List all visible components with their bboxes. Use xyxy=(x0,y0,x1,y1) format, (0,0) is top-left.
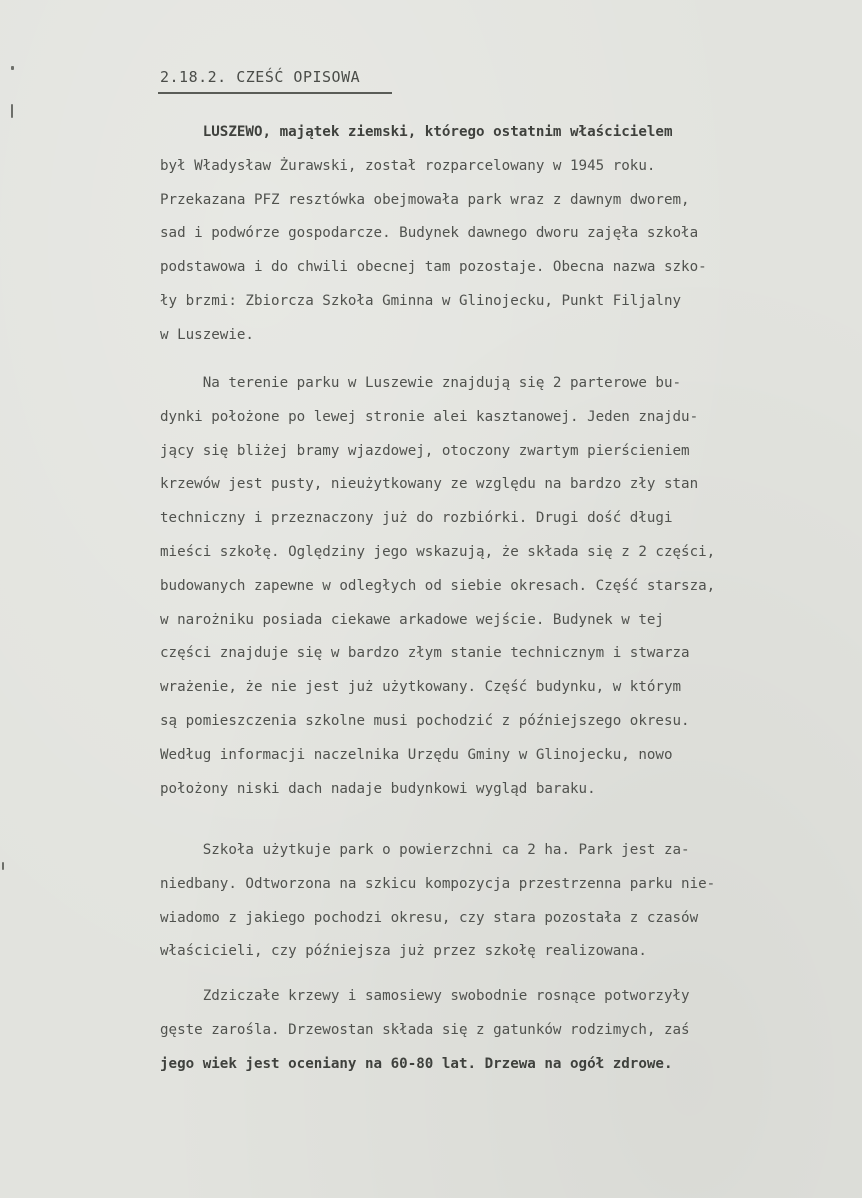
text-line: właścicieli, czy późniejsza już przez szkołę realizowana. xyxy=(160,943,647,960)
margin-mark xyxy=(11,104,13,118)
text-line: Według informacji naczelnika Urzędu Gminy w Glinojecku, nowo xyxy=(160,746,673,763)
text-line: LUSZEWO, majątek ziemski, którego ostatnim właścicielem xyxy=(160,124,673,140)
margin-mark xyxy=(11,66,14,70)
paragraph-4 xyxy=(160,980,840,1081)
text-line: wiadomo z jakiego pochodzi okresu, czy stara pozostała z czasów xyxy=(160,909,699,926)
paragraph-1 xyxy=(160,116,840,353)
heading-underline xyxy=(158,92,392,94)
text-line: części znajduje się w bardzo złym stanie technicznym i stwarza xyxy=(160,645,690,662)
margin-mark xyxy=(2,862,4,870)
paragraph-3 xyxy=(160,834,840,969)
text-line: wrażenie, że nie jest już użytkowany. Część budynku, w którym xyxy=(160,679,682,696)
text-line: jący się bliżej bramy wjazdowej, otoczony zwartym pierścieniem xyxy=(160,442,690,459)
text-line: Szkoła użytkuje park o powierzchni ca 2 ha. Park jest za- xyxy=(160,842,690,858)
text-line: budowanych zapewne w odległych od siebie okresach. Część starsza, xyxy=(160,577,716,594)
text-line: Na terenie parku w Luszewie znajdują się 2 parterowe bu- xyxy=(160,375,682,391)
text-line: krzewów jest pusty, nieużytkowany ze względu na bardzo zły stan xyxy=(160,476,699,493)
text-line: mieści szkołę. Oględziny jego wskazują, że składa się z 2 części, xyxy=(160,543,716,560)
text-line: w narożniku posiada ciekawe arkadowe wejście. Budynek w tej xyxy=(160,611,664,628)
text-line: jego wiek jest oceniany na 60-80 lat. Drzewa na ogół zdrowe. xyxy=(160,1055,673,1072)
text-line: techniczny i przeznaczony już do rozbiórki. Drugi dość długi xyxy=(160,510,673,527)
text-line: w Luszewie. xyxy=(160,326,254,343)
text-line: gęste zarośla. Drzewostan składa się z gatunków rodzimych, zaś xyxy=(160,1021,690,1038)
section-heading: 2.18.2. CZEŚĆ OPISOWA xyxy=(160,68,361,86)
text-line: są pomieszczenia szkolne musi pochodzić z późniejszego okresu. xyxy=(160,712,690,729)
text-line: Przekazana PFZ resztówka obejmowała park wraz z dawnym dworem, xyxy=(160,191,690,208)
text-line: był Władysław Żurawski, został rozparcelowany w 1945 roku. xyxy=(160,157,656,174)
text-line: dynki położone po lewej stronie alei kasztanowej. Jeden znajdu- xyxy=(160,408,699,425)
text-line: ły brzmi: Zbiorcza Szkoła Gminna w Glinojecku, Punkt Filjalny xyxy=(160,292,682,309)
text-line: niedbany. Odtworzona na szkicu kompozycja przestrzenna parku nie- xyxy=(160,875,716,892)
paragraph-2 xyxy=(160,367,840,806)
text-line: podstawowa i do chwili obecnej tam pozostaje. Obecna nazwa szko- xyxy=(160,259,707,276)
text-line: sad i podwórze gospodarcze. Budynek dawnego dworu zajęła szkoła xyxy=(160,225,699,242)
text-line: położony niski dach nadaje budynkowi wygląd baraku. xyxy=(160,780,596,797)
text-line: Zdziczałe krzewy i samosiewy swobodnie rosnące potworzyły xyxy=(160,988,690,1004)
